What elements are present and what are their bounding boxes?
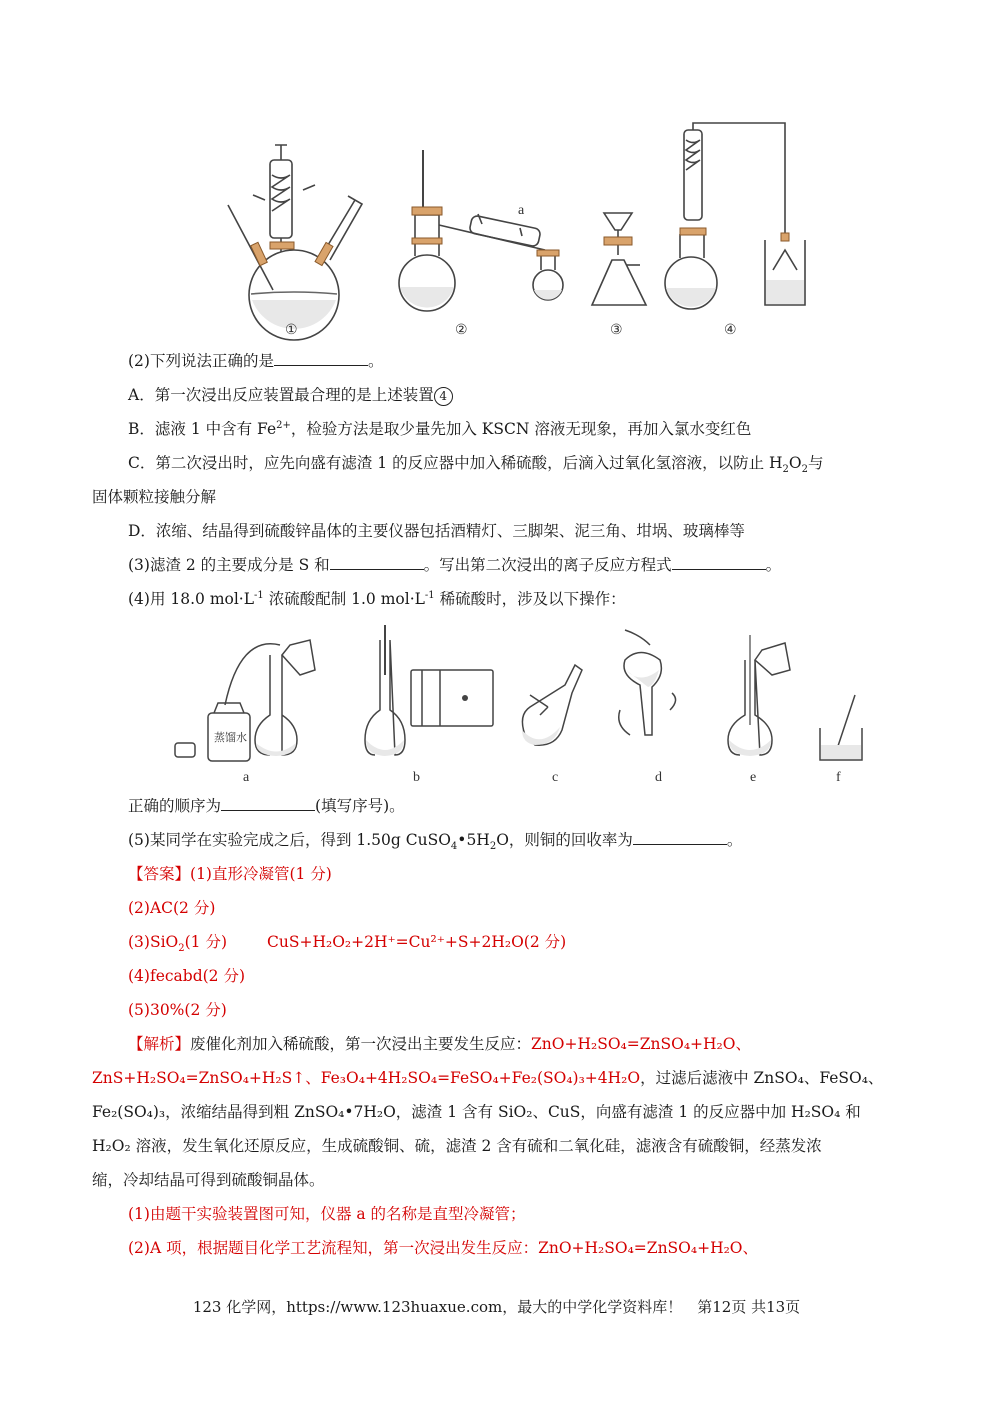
- op-label-a: a: [243, 770, 250, 785]
- answer-blank: [672, 555, 766, 570]
- analysis-line-7: (2)A 项，根据题目化学工艺流程知，第一次浸出发生反应：ZnO+H₂SO₄=ZnSO₄+H₂O、: [128, 1239, 759, 1257]
- op-label-e: e: [750, 770, 757, 785]
- analysis-line-2: ZnS+H₂SO₄=ZnSO₄+H₂S↑、Fe₃O₄+4H₂SO₄=FeSO₄+Fe₂(SO₄)₃+4H₂O，过滤后滤液中 ZnSO₄、FeSO₄、: [92, 1069, 884, 1087]
- q2-option-c: C．第二次浸出时，应先向盛有滤渣 1 的反应器中加入稀硫酸，后滴入过氧化氢溶液，以防止 $H_2O_2$与: [128, 454, 824, 476]
- answer-line-3: (3)SiO$_2$(1 分) CuS+H₂O₂+2H⁺=Cu²⁺+S+2H₂O(2 分): [128, 933, 567, 955]
- answer-blank: [633, 830, 727, 845]
- answer-tag: 【答案】: [128, 865, 191, 883]
- answer-blank: [221, 796, 315, 811]
- answer-blank: [274, 351, 368, 366]
- op-label-d: d: [655, 770, 662, 785]
- operations-figure: [0, 615, 993, 790]
- answer-line-2: (2)AC(2 分): [128, 899, 216, 917]
- op-label-f: f: [836, 770, 841, 785]
- q2-option-d: D．浓缩、结晶得到硫酸锌晶体的主要仪器包括酒精灯、三脚架、泥三角、坩埚、玻璃棒等: [128, 522, 745, 540]
- analysis-line-3: Fe₂(SO₄)₃，浓缩结晶得到粗 ZnSO₄•7H₂O，滤渣 1 含有 SiO₂、CuS，向盛有滤渣 1 的反应器中加 H₂SO₄ 和: [92, 1103, 861, 1121]
- page-footer: 123 化学网，https://www.123huaxue.com，最大的中学化学资料库！ 第12页 共13页: [192, 1298, 801, 1316]
- analysis-line-6: (1)由题干实验装置图可知，仪器 a 的名称是直型冷凝管；: [128, 1205, 526, 1223]
- apparatus-label-4: ④: [724, 322, 737, 338]
- analysis-line-5: 缩，冷却结晶可得到硫酸铜晶体。: [92, 1171, 325, 1189]
- bottle-label: 蒸馏水: [214, 731, 247, 744]
- label-a: a: [518, 203, 525, 218]
- answer-line-4: (4)fecabd(2 分): [128, 967, 246, 985]
- apparatus-figure: [0, 0, 993, 345]
- answer-line-5: (5)30%(2 分): [128, 1001, 227, 1019]
- answer-blank: [330, 555, 424, 570]
- q4-order: 正确的顺序为 (填写序号)。: [128, 797, 405, 815]
- analysis-line-4: H₂O₂ 溶液，发生氧化还原反应，生成硫酸铜、硫，滤渣 2 含有硫和二氧化硅，滤液含有硫酸铜，经蒸发浓: [92, 1137, 822, 1155]
- apparatus-label-1: ①: [285, 322, 298, 338]
- op-label-b: b: [413, 770, 420, 785]
- q2-option-b: B．滤液 1 中含有 $Fe^{2+}$，检验方法是取少量先加入 KSCN 溶液无现象，再加入氯水变红色: [128, 419, 752, 438]
- q2-stem: (2)下列说法正确的是 。: [128, 352, 384, 370]
- q5-stem: (5)某同学在实验完成之后，得到 1.50g $CuSO_4•5H_2O$，则铜的回收率为 。: [128, 831, 743, 853]
- q2-option-a: A．第一次浸出反应装置最合理的是上述装置 4: [128, 384, 453, 406]
- circled-number: 4: [434, 387, 453, 406]
- analysis-tag: 【解析】: [128, 1035, 191, 1053]
- apparatus-label-2: ②: [455, 322, 468, 338]
- q2-option-c-cont: 固体颗粒接触分解: [92, 488, 217, 506]
- answer-line-1: 【答案】(1)直形冷凝管(1 分): [128, 865, 332, 883]
- q4-stem: (4)用 18.0 $mol\cdot L^{-1}$ 浓硫酸配制 1.0 $mol\cdot L^{-1}$ 稀硫酸时，涉及以下操作：: [128, 589, 626, 608]
- apparatus-label-3: ③: [610, 322, 623, 338]
- op-label-c: c: [552, 770, 559, 785]
- q3-stem: (3)滤渣 2 的主要成分是 S 和 。写出第二次浸出的离子反应方程式 。: [128, 556, 782, 574]
- analysis-line-1: 【解析】废催化剂加入稀硫酸，第一次浸出主要发生反应：ZnO+H₂SO₄=ZnSO₄+H₂O、: [128, 1035, 751, 1053]
